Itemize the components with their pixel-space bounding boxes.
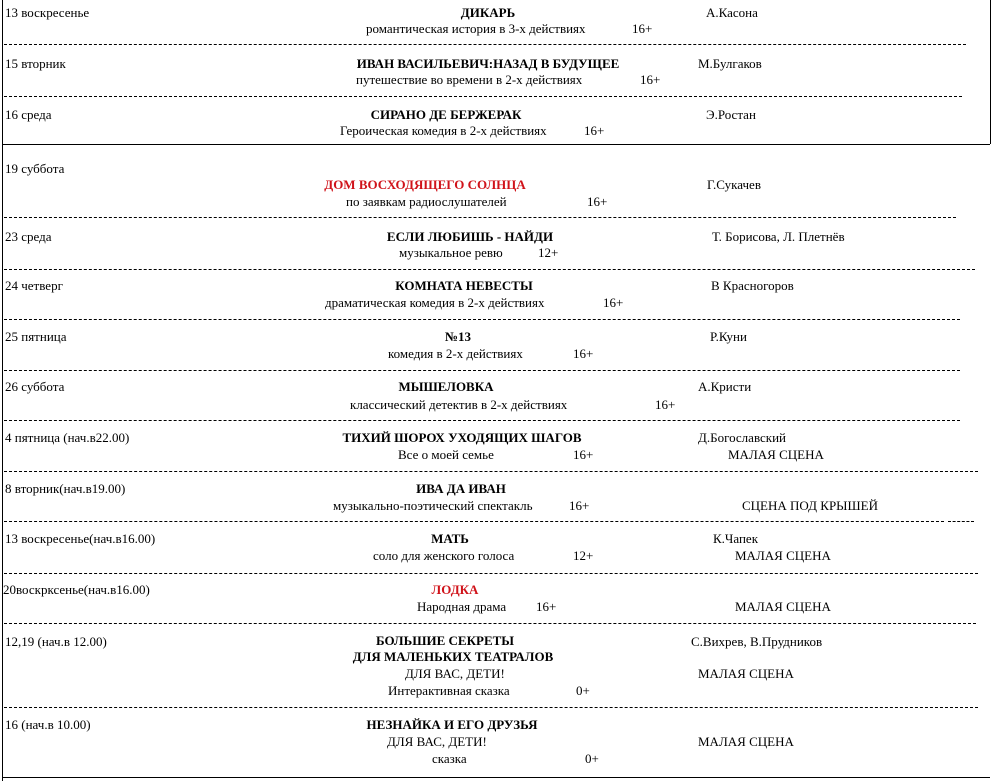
show-description: по заявкам радиослушателей [346, 194, 507, 209]
age-rating: 0+ [576, 683, 590, 698]
show-date: 13 воскресенье(нач.в16.00) [5, 531, 156, 546]
stage-name: МАЛАЯ СЦЕНА [698, 734, 794, 749]
age-rating: 12+ [538, 245, 559, 260]
row-divider [4, 573, 978, 574]
row-divider-tail [948, 521, 974, 522]
show-author: М.Булгаков [698, 56, 762, 71]
age-rating: 16+ [573, 447, 594, 462]
show-description: комедия в 2-х действиях [388, 346, 523, 361]
section-divider [2, 144, 990, 145]
show-description: Интерактивная сказка [388, 683, 510, 698]
show-author: К.Чапек [713, 531, 759, 546]
show-date: 15 вторник [5, 56, 66, 71]
show-date: 25 пятница [5, 329, 67, 344]
show-date: 20воскрксенье(нач.в16.00) [3, 582, 150, 597]
show-date: 16 (нач.в 10.00) [5, 717, 91, 732]
age-rating: 16+ [573, 346, 594, 361]
show-title: ИВАН ВАСИЛЬЕВИЧ:НАЗАД В БУДУЩЕЕ [356, 56, 620, 71]
show-title: СИРАНО ДЕ БЕРЖЕРАК [370, 107, 522, 122]
stage-name: МАЛАЯ СЦЕНА [728, 447, 824, 462]
show-date: 13 воскресенье [5, 5, 90, 20]
row-divider [4, 44, 966, 45]
show-title: КОМНАТА НЕВЕСТЫ [395, 278, 533, 293]
row-divider [4, 521, 944, 522]
row-divider [4, 319, 960, 320]
show-description: романтическая история в 3-х действиях [366, 21, 586, 36]
show-date: 12,19 (нач.в 12.00) [5, 634, 107, 649]
age-rating: 0+ [585, 751, 599, 766]
show-title: №13 [444, 329, 472, 344]
show-description: путешествие во времени в 2-х действиях [356, 72, 583, 87]
age-rating: 16+ [632, 21, 653, 36]
row-divider [4, 471, 978, 472]
age-rating: 16+ [640, 72, 661, 87]
show-title: БОЛЬШИЕ СЕКРЕТЫ [375, 633, 515, 648]
show-date: 16 среда [5, 107, 52, 122]
row-divider [4, 96, 962, 97]
age-rating: 16+ [587, 194, 608, 209]
frame-left-border [2, 0, 3, 781]
age-rating: 16+ [603, 295, 624, 310]
age-rating: 16+ [569, 498, 590, 513]
row-divider [4, 269, 975, 270]
frame-right-border [990, 0, 991, 144]
stage-name: СЦЕНА ПОД КРЫШЕЙ [742, 498, 878, 513]
stage-name: МАЛАЯ СЦЕНА [735, 548, 831, 563]
show-author: В Красногоров [711, 278, 794, 293]
show-title: ЛОДКА [431, 582, 479, 597]
show-author: С.Вихрев, В.Прудников [691, 634, 823, 649]
audience-label: ДЛЯ ВАС, ДЕТИ! [405, 666, 505, 681]
audience-label: ДЛЯ ВАС, ДЕТИ! [387, 734, 487, 749]
show-title: ДИКАРЬ [460, 5, 516, 20]
show-title: МЫШЕЛОВКА [398, 379, 494, 394]
show-author: Р.Куни [710, 329, 747, 344]
show-title: НЕЗНАЙКА И ЕГО ДРУЗЬЯ [366, 717, 538, 732]
row-divider [4, 370, 960, 371]
show-title: МАТЬ [431, 531, 469, 546]
show-author: А.Кристи [698, 379, 752, 394]
show-description: соло для женского голоса [373, 548, 515, 563]
show-description: Все о моей семье [398, 447, 494, 462]
show-title: ЕСЛИ ЛЮБИШЬ - НАЙДИ [386, 229, 554, 244]
stage-name: МАЛАЯ СЦЕНА [735, 599, 831, 614]
show-author: Т. Борисова, Л. Плетнёв [712, 229, 845, 244]
row-divider [4, 420, 960, 421]
show-description: классический детектив в 2-х действиях [350, 397, 568, 412]
age-rating: 16+ [536, 599, 557, 614]
show-description: сказка [432, 751, 467, 766]
show-date: 19 суббота [5, 161, 65, 176]
row-divider [4, 707, 978, 708]
show-title-line2: ДЛЯ МАЛЕНЬКИХ ТЕАТРАЛОВ [352, 649, 554, 664]
age-rating: 12+ [573, 548, 594, 563]
show-title: ТИХИЙ ШОРОХ УХОДЯЩИХ ШАГОВ [342, 430, 582, 445]
show-description: драматическая комедия в 2-х действиях [325, 295, 545, 310]
show-description: Народная драма [417, 599, 507, 614]
show-date: 23 среда [5, 229, 52, 244]
age-rating: 16+ [655, 397, 676, 412]
show-description: Героическая комедия в 2-х действиях [340, 123, 547, 138]
show-description: музыкально-поэтический спектакль [333, 498, 533, 513]
show-author: Э.Ростан [706, 107, 756, 122]
show-title: ДОМ ВОСХОДЯЩЕГО СОЛНЦА [324, 177, 526, 192]
show-author: А.Касона [706, 5, 758, 20]
row-divider [4, 217, 956, 218]
row-divider [4, 623, 976, 624]
show-date: 4 пятница (нач.в22.00) [5, 430, 130, 445]
frame-bottom-border [2, 777, 990, 778]
show-date: 26 суббота [5, 379, 65, 394]
age-rating: 16+ [584, 123, 605, 138]
show-author: Г.Сукачев [707, 177, 761, 192]
show-date: 24 четверг [5, 278, 63, 293]
show-author: Д.Богославский [698, 430, 787, 445]
show-description: музыкальное ревю [399, 245, 503, 260]
show-date: 8 вторник(нач.в19.00) [5, 481, 126, 496]
stage-name: МАЛАЯ СЦЕНА [698, 666, 794, 681]
show-title: ИВА ДА ИВАН [416, 481, 506, 496]
